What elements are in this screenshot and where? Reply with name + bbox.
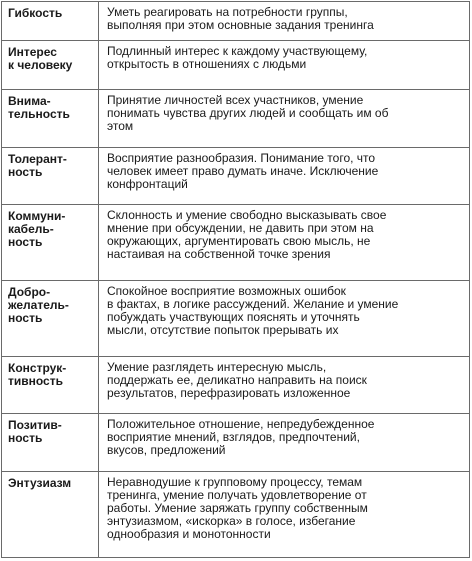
quality-term-text: Добро- желатель- ность: [8, 285, 69, 325]
quality-description-text: Склонность и умение свободно высказывать свое мнение при обсуждении, не давить при этом на окружающих, аргументировать свою мысль, не настаивая на собственной точке зрения: [107, 208, 387, 261]
quality-description-text: Подлинный интерес к каждому участвующему, открытость в отношениях с людьми: [107, 44, 368, 71]
quality-term: [2, 148, 99, 205]
table-row: [2, 472, 470, 558]
quality-term: [2, 357, 99, 414]
quality-description: [99, 90, 470, 148]
quality-description-text: Принятие личностей всех участников, умение понимать чувства других людей и сообщать им об этом: [107, 93, 389, 133]
quality-term: [2, 2, 99, 41]
quality-term: [2, 281, 99, 357]
quality-description: [99, 205, 470, 281]
quality-term-text: Внима- тельность: [8, 94, 70, 121]
table-row: [2, 205, 470, 281]
quality-term: [2, 90, 99, 148]
table-row: [2, 2, 470, 41]
quality-description-text: Положительное отношение, непредубежденное восприятие мнений, взглядов, предпочтений, вкусов, предложений: [107, 417, 375, 457]
quality-description: [99, 357, 470, 414]
quality-description-text: Спокойное восприятие возможных ошибок в фактах, в логике рассуждений. Желание и умение побуждать участвующих пояснять и уточнять мысли, отсутствие попыток прерывать их: [107, 284, 399, 337]
table-row: [2, 90, 470, 148]
quality-term-text: Толерант- ность: [8, 152, 67, 179]
quality-term: [2, 472, 99, 558]
quality-term: [2, 414, 99, 472]
quality-description-text: Уметь реагировать на потребности группы, выполняя при этом основные задания тренинга: [107, 5, 374, 32]
quality-term-text: Гибкость: [8, 6, 63, 20]
quality-description-text: Восприятие разнообразия. Понимание того, что человек имеет право думать иначе. Исключение конфронтаций: [107, 151, 379, 191]
quality-term-text: Позитив- ность: [8, 418, 62, 445]
quality-term-text: Энтузиазм: [8, 476, 72, 490]
quality-description-text: Неравнодушие к групповому процессу, темам тренинга, умение получать удовлетворение от работы. Умение заряжать группу собственным энтузиазмом, «искорка» в голосе, избегание однообразия и монотонности: [107, 475, 368, 541]
table-row: [2, 148, 470, 205]
quality-term-text: Конструк- тивность: [8, 361, 67, 388]
quality-description: [99, 41, 470, 90]
quality-description: [99, 148, 470, 205]
qualities-table: [1, 1, 470, 558]
quality-description: [99, 281, 470, 357]
quality-term-text: Коммуни- кабель- ность: [8, 209, 66, 249]
quality-description: [99, 414, 470, 472]
table-row: [2, 41, 470, 90]
table-row: [2, 357, 470, 414]
table-row: [2, 414, 470, 472]
quality-description: [99, 2, 470, 41]
quality-term: [2, 41, 99, 90]
table-row: [2, 281, 470, 357]
quality-term-text: Интерес к человеку: [8, 45, 73, 72]
quality-term: [2, 205, 99, 281]
quality-description: [99, 472, 470, 558]
quality-description-text: Умение разглядеть интересную мысль, поддержать ее, деликатно направить на поиск результатов, перефразировать изложенное: [107, 360, 367, 400]
